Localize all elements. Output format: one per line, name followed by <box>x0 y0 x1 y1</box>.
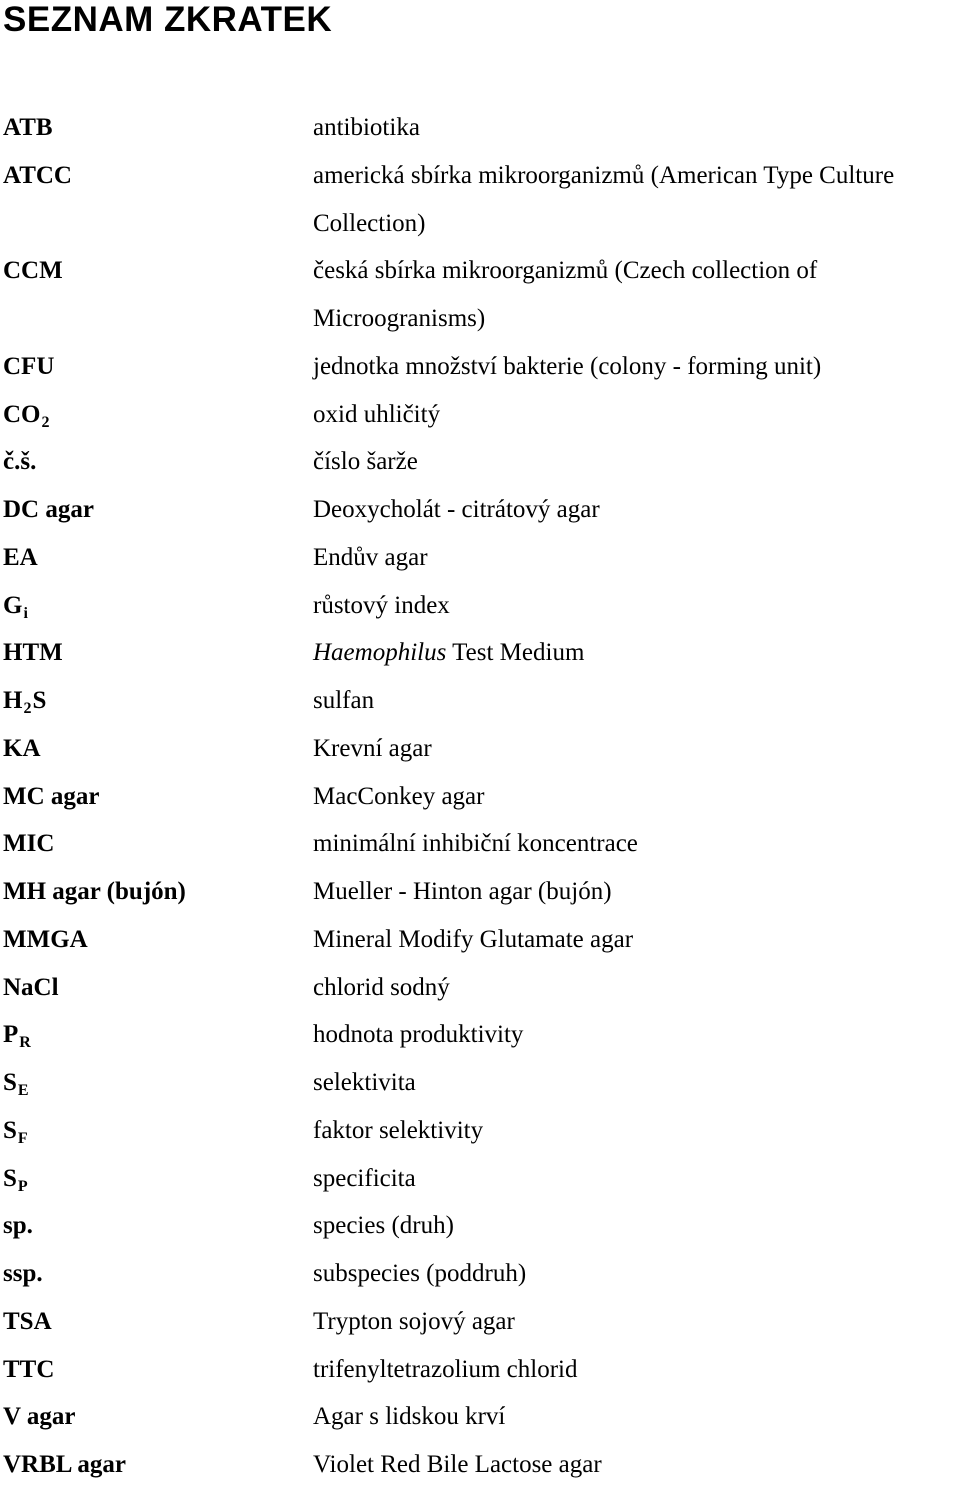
list-item <box>0 964 960 1012</box>
abbreviation: MH agar (bujón) <box>3 878 186 905</box>
list-item <box>0 534 960 582</box>
list-item <box>0 773 960 821</box>
list-item <box>0 343 960 391</box>
abbreviation: $G_i$ <box>3 591 28 622</box>
abbreviation: $S_E$ <box>3 1069 29 1099</box>
definition: číslo šarže <box>313 448 418 476</box>
abbreviation: sp. <box>3 1212 33 1240</box>
abbreviation: $H_2S$ <box>3 687 47 717</box>
list-item <box>0 486 960 534</box>
definition: subspecies (poddruh) <box>313 1260 527 1287</box>
definition: MacConkey agar <box>313 782 485 810</box>
abbreviation: ATB <box>3 114 53 141</box>
list-item <box>0 1155 960 1203</box>
definition: Trypton sojový agar <box>313 1307 515 1335</box>
definition: specificita <box>313 1164 416 1192</box>
abbreviation-list <box>0 104 960 1489</box>
list-item <box>0 1298 960 1346</box>
definition: oxid uhličitý <box>313 400 441 428</box>
list-item <box>0 1346 960 1394</box>
abbreviation: VRBL agar <box>3 1451 126 1478</box>
definition: růstový index <box>313 591 450 619</box>
definition: česká sbírka mikroorganizmů (Czech collection of Microogranisms) <box>313 257 818 332</box>
definition: chlorid sodný <box>313 973 450 1001</box>
abbreviation: č.š. <box>3 448 37 476</box>
list-item <box>0 152 960 248</box>
abbreviation: $P_R$ <box>3 1021 31 1052</box>
list-item <box>0 1393 960 1441</box>
definition: Krevní agar <box>313 734 432 762</box>
definition: species (druh) <box>313 1212 454 1240</box>
list-item <box>0 868 960 916</box>
abbreviation: MMGA <box>3 925 88 953</box>
page-title: SEZNAM ZKRATEK <box>3 0 333 39</box>
list-item <box>0 1059 960 1107</box>
abbreviation: TSA <box>3 1307 52 1335</box>
definition: trifenyltetrazolium chlorid <box>313 1355 578 1383</box>
abbreviation: ssp. <box>3 1260 43 1287</box>
definition: jednotka množství bakterie (colony - forming unit) <box>313 352 822 380</box>
list-item <box>0 1250 960 1298</box>
abbreviation: DC agar <box>3 496 94 523</box>
list-item <box>0 820 960 868</box>
list-item <box>0 1202 960 1250</box>
definition: selektivita <box>313 1069 416 1096</box>
abbreviation: MC agar <box>3 782 100 810</box>
definition: Mueller - Hinton agar (bujón) <box>313 878 612 905</box>
abbreviation: TTC <box>3 1355 55 1383</box>
list-item <box>0 391 960 439</box>
abbreviation: V agar <box>3 1403 76 1431</box>
abbreviation: $CO_2$ <box>3 400 50 431</box>
list-item <box>0 247 960 343</box>
abbreviation: KA <box>3 734 41 762</box>
definition: sulfan <box>313 687 375 714</box>
abbreviation: MIC <box>3 830 55 858</box>
list-item <box>0 582 960 630</box>
list-item <box>0 104 960 152</box>
definition: Violet Red Bile Lactose agar <box>313 1451 602 1478</box>
list-item <box>0 438 960 486</box>
definition: Mineral Modify Glutamate agar <box>313 925 634 953</box>
list-item <box>0 677 960 725</box>
abbreviation: $S_P$ <box>3 1164 28 1195</box>
abbreviation: CCM <box>3 257 63 285</box>
list-item <box>0 1107 960 1155</box>
definition: Agar s lidskou krví <box>313 1403 506 1431</box>
abbreviation: $S_F$ <box>3 1116 28 1147</box>
list-item <box>0 916 960 964</box>
list-item <box>0 629 960 677</box>
abbreviation: CFU <box>3 352 55 380</box>
list-item <box>0 725 960 773</box>
definition: Endův agar <box>313 543 428 571</box>
definition: Haemophilus Test Medium <box>313 639 585 667</box>
definition: antibiotika <box>313 114 420 141</box>
abbreviation: NaCl <box>3 973 59 1001</box>
list-item <box>0 1011 960 1059</box>
definition: faktor selektivity <box>313 1116 484 1144</box>
definition: minimální inhibiční koncentrace <box>313 830 638 858</box>
abbreviation: HTM <box>3 639 63 667</box>
definition: Deoxycholát - citrátový agar <box>313 496 600 523</box>
abbreviation: ATCC <box>3 161 72 189</box>
definition: americká sbírka mikroorganizmů (American Type Culture Collection) <box>313 161 895 237</box>
abbreviation: EA <box>3 543 38 571</box>
definition: hodnota produktivity <box>313 1021 524 1049</box>
